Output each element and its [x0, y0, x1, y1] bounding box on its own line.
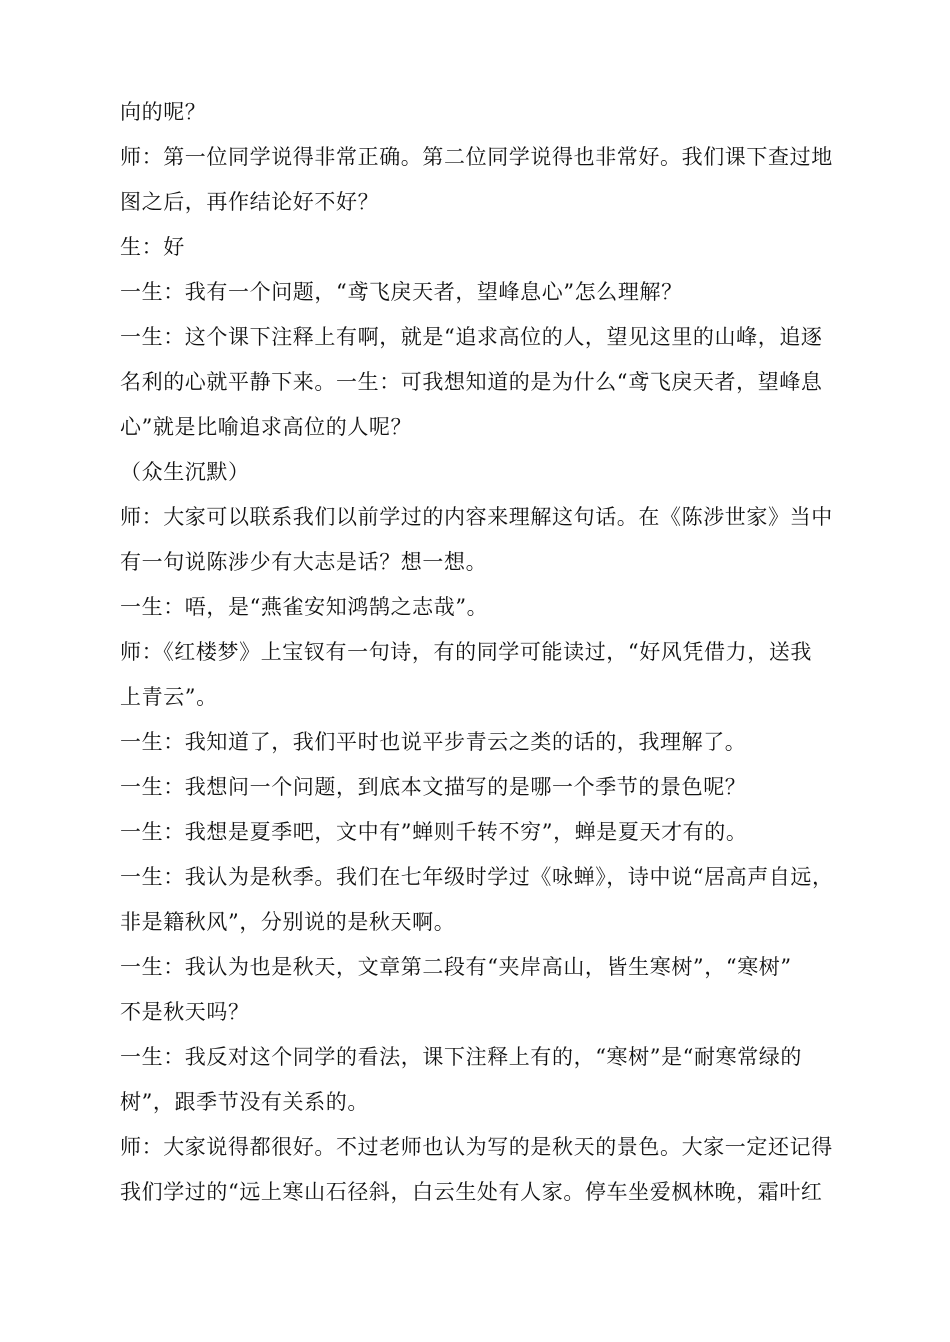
text-line: 一生：我想是夏季吧，文中有”蝉则千转不穷”，蝉是夏天才有的。 — [120, 820, 748, 844]
text-line: 一生：我反对这个同学的看法，课下注释上有的，“寒树”是“耐寒常绿的 — [120, 1045, 803, 1069]
text-line: 向的呢？ — [120, 100, 207, 124]
text-line: 树”，跟季节没有关系的。 — [120, 1090, 369, 1114]
text-line: 心”就是比喻追求高位的人呢？ — [120, 415, 413, 439]
text-line: 一生：我想问一个问题，到底本文描写的是哪一个季节的景色呢？ — [120, 775, 747, 799]
text-line: 师：大家说得都很好。不过老师也认为写的是秋天的景色。大家一定还记得 — [120, 1135, 833, 1159]
text-line: 图之后，再作结论好不好？ — [120, 190, 380, 214]
text-line: 我们学过的“远上寒山石径斜，白云生处有人家。停车坐爱枫林晚，霜叶红 — [120, 1180, 823, 1204]
text-line: 一生：我认为是秋季。我们在七年级时学过《咏蝉》，诗中说“居高声自远， — [120, 865, 834, 889]
text-line: 不是秋天吗？ — [120, 1000, 250, 1024]
text-line: 一生：唔，是“燕雀安知鸿鹄之志哉”。 — [120, 595, 489, 619]
text-line: 有一句说陈涉少有大志是话？想一想。 — [120, 550, 488, 574]
text-line: 名利的心就平静下来。一生：可我想知道的是为什么“鸢飞戾天者，望峰息 — [120, 370, 823, 394]
text-line: 师：《红楼梦》上宝钗有一句诗，有的同学可能读过，“好风凭借力，送我 — [120, 640, 813, 664]
document-body — [120, 90, 880, 1215]
text-line: 一生：这个课下注释上有啊，就是“追求高位的人，望见这里的山峰，追逐 — [120, 325, 823, 349]
text-line: 师：第一位同学说得非常正确。第二位同学说得也非常好。我们课下查过地 — [120, 145, 833, 169]
text-line: 非是籍秋风”，分别说的是秋天啊。 — [120, 910, 456, 934]
text-line: （众生沉默） — [120, 460, 250, 484]
text-line: 师：大家可以联系我们以前学过的内容来理解这句话。在《陈涉世家》当中 — [120, 505, 833, 529]
text-line: 生：好 — [120, 235, 185, 259]
text-line: 一生：我认为也是秋天，文章第二段有“夹岸高山，皆生寒树”，“寒树” — [120, 955, 792, 979]
text-line: 一生：我有一个问题，“鸢飞戾天者，望峰息心”怎么理解？ — [120, 280, 683, 304]
text-line: 上青云”。 — [120, 685, 218, 709]
text-line: 一生：我知道了，我们平时也说平步青云之类的话的，我理解了。 — [120, 730, 747, 754]
